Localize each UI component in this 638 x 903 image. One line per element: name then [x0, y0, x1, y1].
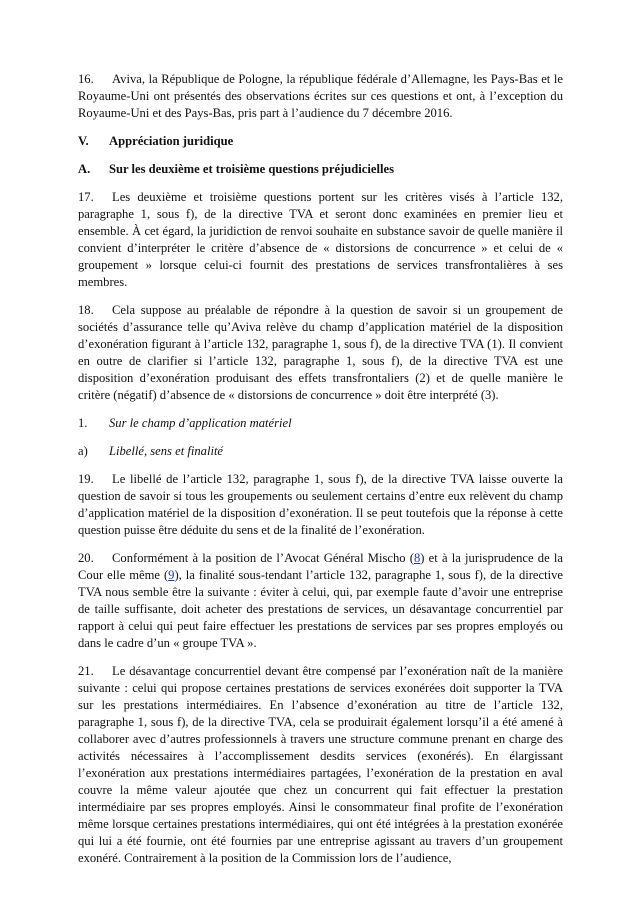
heading-number: V.: [78, 134, 89, 148]
heading-text: Libellé, sens et finalité: [109, 444, 224, 458]
paragraph-text-part-1: Conformément à la position de l’Avocat Général Mischo (: [112, 551, 414, 565]
paragraph-text: Le désavantage concurrentiel devant être compensé par l’exonération naît de la manière suivante : celui qui propose certaines prestations de services exonérées doit supporter la TVA sur les prestations intermédiaires. En l’absence d’exonération au titre de l’article 132, paragraphe 1, sous f), de la directive TVA, cela se produirait également lorsqu’il a été amené à collaborer avec d’autres professionnels à travers une structure commune prenant en charge des activités nécessaires à l’accomplissement desdits services (exonérés). En élargissant l’exonération aux prestations intermédiaires partagées, l’exonération de la prestation en aval couvre la même valeur ajoutée que chez un concurrent qui fait effectuer la prestation intermédiaire par ses propres employés. Ainsi le consommateur final profite de l’exonération même lorsque certaines prestations intermédiaires, qui ont été intégrées à la prestation exonérée qui lui a été fournie, ont été fournies par une entreprise agissant au travers d’un groupement exonéré. Contrairement à la position de la Commission lors de l’audience,: [78, 664, 563, 865]
heading-text: Sur les deuxième et troisième questions préjudicielles: [109, 162, 394, 176]
heading-number: A.: [78, 162, 91, 176]
paragraph-text: Les deuxième et troisième questions portent sur les critères visés à l’article 132, paragraphe 1, sous f), de la directive TVA et seront donc examinées en premier lieu et ensemble. À cet égard, la juridiction de renvoi souhaite en substance savoir de quelle manière il convient d’interpréter le critère d’absence de « distorsions de concurrence » et celui de « groupement » lorsque celui-ci fournit des prestations de services transfrontalières à ses membres.: [78, 190, 563, 289]
document-body: [78, 71, 563, 878]
paragraph-text: Aviva, la République de Pologne, la république fédérale d’Allemagne, les Pays-Bas et le Royaume-Uni ont présentés des observations écrites sur ces questions et ont, à l’exception du Royaume-Uni et des Pays-Bas, pris part à l’audience du 7 décembre 2016.: [78, 72, 563, 120]
paragraph-number: 18.: [78, 303, 94, 317]
paragraph-number: 19.: [78, 472, 94, 486]
heading-text: Sur le champ d’application matériel: [109, 416, 292, 430]
footnote-link-9[interactable]: 9: [168, 568, 175, 582]
subsection-heading-1: [78, 415, 563, 432]
heading-text: Appréciation juridique: [109, 134, 234, 148]
footnote-link-8[interactable]: 8: [413, 551, 421, 565]
paragraph-21: [78, 663, 563, 867]
section-heading-v: [78, 133, 563, 150]
paragraph-16: [78, 71, 563, 122]
paragraph-text-part-3: ), la finalité sous-tendant l’article 132, paragraphe 1, sous f), de la directive TVA nous semble être la suivante : éviter à celui, qui, par exemple faute d’avoir une entreprise de taille suffisante, doit acheter des prestations de services, un désavantage concurrentiel par rapport à celui qui peut faire effectuer les prestations de services par ses propres employés ou dans le cadre d’un « groupe TVA ».: [78, 568, 563, 650]
paragraph-17: [78, 189, 563, 291]
paragraph-number: 21.: [78, 664, 94, 678]
heading-number: a): [78, 444, 88, 458]
paragraph-text: Cela suppose au préalable de répondre à la question de savoir si un groupement de sociétés d’assurance telle qu’Aviva relève du champ d’application matériel de la disposition d’exonération figurant à l’article 132, paragraphe 1, sous f), de la directive TVA (1). Il convient en outre de clarifier si l’article 132, paragraphe 1, sous f), de la directive TVA est une disposition d’exonération produisant des effets transfrontaliers (2) et de quelle manière le critère (négatif) d’absence de « distorsions de concurrence » doit être interprété (3).: [78, 303, 563, 402]
paragraph-18: [78, 302, 563, 404]
heading-number: 1.: [78, 416, 88, 430]
paragraph-number: 17.: [78, 190, 94, 204]
paragraph-number: 16.: [78, 72, 94, 86]
paragraph-text-part-2: ) et à la jurisprudence de la Cour elle même (: [78, 551, 563, 582]
paragraph-text: Le libellé de l’article 132, paragraphe 1, sous f), de la directive TVA laisse ouverte la question de savoir si tous les groupements ou seulement certains d’entre eux relèvent du champ d’application matériel de la disposition d’exonération. Il se peut toutefois que la réponse à cette question puisse être déduite du sens et de la finalité de l’exonération.: [78, 472, 563, 537]
subsection-heading-a: [78, 443, 563, 460]
paragraph-number: 20.: [78, 551, 94, 565]
paragraph-20: [78, 550, 563, 652]
section-heading-a: [78, 161, 563, 178]
paragraph-19: [78, 471, 563, 539]
